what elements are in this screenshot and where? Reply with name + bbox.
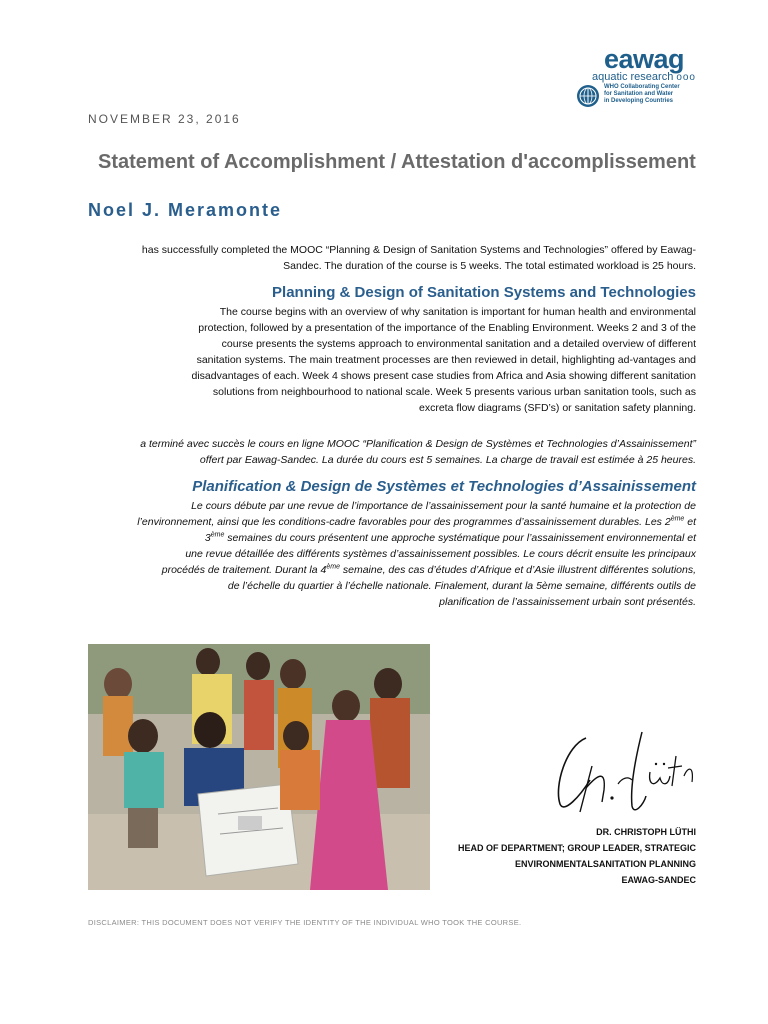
- superscript-eme: ème: [670, 515, 685, 523]
- superscript-eme: ème: [210, 531, 225, 539]
- signatory-name: DR. CHRISTOPH LÜTHI: [596, 827, 696, 837]
- course-en-line: disadvantages of each. Week 4 shows present case studies from Africa and Asia showing different sanitation: [191, 370, 696, 382]
- course-fr-text: l’environnement, ainsi que les conditions-cadre favorables pour des programmes d’assainissement durables. Les 2: [137, 516, 671, 528]
- logo-tagline-text: aquatic research: [591, 71, 674, 83]
- course-en-line: solutions from neighbourhood to national scale. Week 5 presents various urban sanitation tools, such as: [212, 386, 696, 398]
- group-photo-illustration: [88, 644, 430, 890]
- course-fr-line: [137, 562, 696, 578]
- course-heading-fr: Planification & Design de Systèmes et Technologies d’Assainissement: [192, 478, 696, 495]
- course-fr-text: et: [684, 516, 696, 528]
- course-fr-line: de l’échelle du quartier à l’échelle nationale. Finalement, durant la 5ème semaine, différents outils de: [227, 580, 696, 592]
- course-fr-text: semaines du cours présentent une approche systématique pour l’assainissement environnemental et: [224, 532, 696, 544]
- course-description-fr: [137, 498, 696, 610]
- course-fr-line: [137, 530, 696, 546]
- course-en-line: sanitation systems. The main treatment processes are then reviewed in detail, highlighting ad-vantages and: [196, 354, 696, 366]
- signatory-block: [458, 824, 696, 888]
- group-photo: [88, 644, 430, 890]
- course-en-line: The course begins with an overview of why sanitation is important for human health and environmental: [219, 306, 696, 318]
- signatory-role: ENVIRONMENTALSANITATION PLANNING: [515, 859, 696, 869]
- completion-fr-line: a terminé avec succès le cours en ligne MOOC “Planification & Design de Systèmes et Technologies d’Assainissement”: [140, 438, 696, 450]
- course-en-line: excreta flow diagrams (SFD’s) or sanitation safety planning.: [418, 402, 696, 414]
- course-heading-en: Planning & Design of Sanitation Systems and Technologies: [272, 284, 696, 301]
- course-fr-text: semaine, des cas d’études d’Afrique et d’Asie illustrent différentes solutions,: [339, 564, 696, 576]
- signatory-org: EAWAG-SANDEC: [621, 875, 696, 885]
- signature-drawing: [546, 726, 706, 816]
- course-fr-text: procédés de traitement. Durant la 4: [161, 564, 327, 576]
- course-fr-line: planification de l’assainissement urbain sont présentés.: [439, 596, 696, 608]
- completion-en-line: has successfully completed the MOOC “Planning & Design of Sanitation Systems and Technologies” offered by Eawag-: [141, 244, 696, 256]
- course-en-line: course presents the systems approach to environmental sanitation and a detailed overview of different: [221, 338, 696, 350]
- signatory-role: HEAD OF DEPARTMENT; GROUP LEADER, STRATEGIC: [457, 843, 696, 853]
- completion-statement-fr: [140, 436, 696, 468]
- course-en-line: protection, followed by a presentation of the importance of the Enabling Environment. Weeks 2 and 3 of the: [198, 322, 696, 334]
- who-emblem-icon: [576, 84, 600, 108]
- superscript-eme: ème: [326, 563, 340, 571]
- course-fr-line: [137, 514, 696, 530]
- eawag-logo: [560, 44, 710, 114]
- disclaimer: DISCLAIMER: THIS DOCUMENT DOES NOT VERIFY THE IDENTITY OF THE INDIVIDUAL WHO TOOK THE COURSE.: [88, 918, 522, 927]
- course-description-en: [192, 304, 697, 416]
- learner-name: Noel J. Meramonte: [88, 200, 283, 220]
- completion-statement-en: [142, 242, 696, 274]
- logo-wordmark: eawag: [603, 44, 684, 74]
- signature: [546, 726, 706, 816]
- certificate-date: NOVEMBER 23, 2016: [88, 112, 241, 126]
- who-center-text: WHO Collaborating Center for Sanitation and Water in Developing Countries: [604, 84, 680, 104]
- completion-fr-line: offert par Eawag-Sandec. La durée du cours est 5 semaines. La charge de travail est estimée à 25 heures.: [199, 454, 696, 466]
- logo-tagline-dots: ooo: [676, 72, 696, 83]
- logo-tagline: [592, 71, 696, 83]
- course-fr-line: Le cours débute par une revue de l’importance de l’assainissement pour la santé humaine et la protection de: [191, 500, 696, 512]
- course-fr-line: une revue détaillée des différents systèmes d’assainissement possibles. Le cours décrit ensuite les principaux: [185, 548, 696, 560]
- course-fr-text: 3: [204, 532, 211, 544]
- page-title: Statement of Accomplishment / Attestation d'accomplissement: [98, 151, 696, 173]
- completion-en-line: Sandec. The duration of the course is 5 weeks. The total estimated workload is 25 hours.: [283, 260, 696, 272]
